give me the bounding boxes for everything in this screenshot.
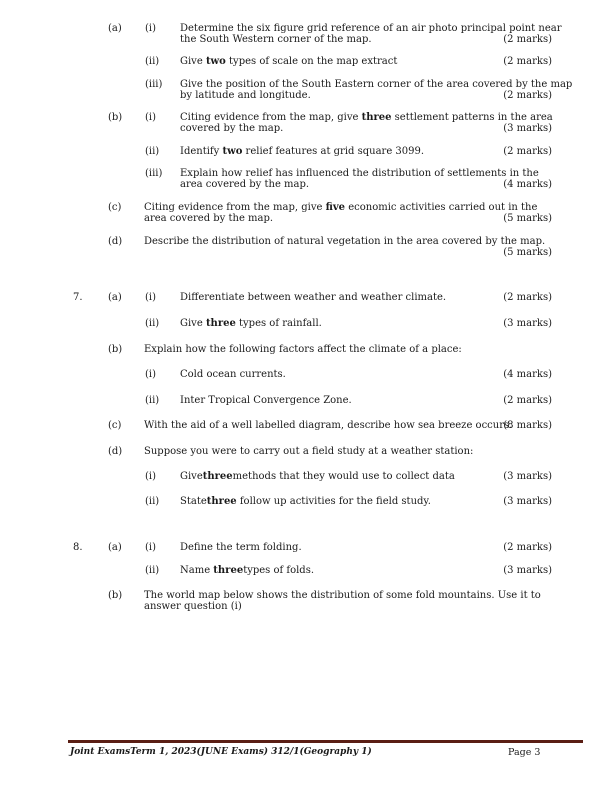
subpart-label: (iii) [145,79,163,90]
question-text: Give two types of scale on the map extract [180,56,398,67]
question-text: Suppose you were to carry out a field study at a weather station: [144,446,474,457]
part-label: (c) [108,420,122,431]
marks-label: (3 marks) [503,496,552,507]
footer-text: Joint ExamsTerm 1, 2023(JUNE Exams) 312/1(Geography 1) [70,747,372,757]
subpart-label: (ii) [145,395,160,406]
marks-label: (5 marks) [503,247,552,258]
marks-label: (3 marks) [503,471,552,482]
part-label: (d) [108,236,123,247]
part-label: (b) [108,344,123,355]
part-label: (b) [108,112,123,123]
question-text: Determine the six figure grid reference of an air photo principal point near the South Western corner of the map. [180,23,562,45]
marks-label: (2 marks) [503,146,552,157]
marks-label: (2 marks) [503,292,552,303]
marks-label: (2 marks) [503,542,552,553]
question-text: Explain how the following factors affect the climate of a place: [144,344,462,355]
question-text: Define the term folding. [180,542,302,553]
question-text: Givethreemethods that they would use to collect data [180,471,455,482]
question-text: Describe the distribution of natural vegetation in the area covered by the map. [144,236,546,247]
question-text: Give the position of the South Eastern corner of the area covered by the map by latitude and longitude. [180,79,573,101]
marks-label: (5 marks) [503,213,552,224]
subpart-label: (ii) [145,56,160,67]
question-text: With the aid of a well labelled diagram, describe how sea breeze occurs. [144,420,513,431]
marks-label: (2 marks) [503,34,552,45]
question-number: 7. [73,292,83,303]
part-label: (a) [108,23,122,34]
question-text: The world map below shows the distribution of some fold mountains. Use it to answer question (i) [144,590,541,612]
subpart-label: (i) [145,369,157,380]
marks-label: (2 marks) [503,90,552,101]
footer-rule [68,740,583,743]
question-text: Cold ocean currents. [180,369,286,380]
marks-label: (3 marks) [503,123,552,134]
subpart-label: (i) [145,112,157,123]
marks-label: (8 marks) [503,420,552,431]
subpart-label: (ii) [145,318,160,329]
subpart-label: (ii) [145,496,160,507]
subpart-label: (i) [145,471,157,482]
part-label: (b) [108,590,123,601]
question-text: Statethree follow up activities for the field study. [180,496,431,507]
question-text: Inter Tropical Convergence Zone. [180,395,352,406]
marks-label: (2 marks) [503,56,552,67]
part-label: (a) [108,292,122,303]
subpart-label: (iii) [145,168,163,179]
question-text: Citing evidence from the map, give five economic activities carried out in the area covered by the map. [144,202,538,224]
part-label: (a) [108,542,122,553]
question-text: Explain how relief has influenced the distribution of settlements in the area covered by the map. [180,168,539,190]
subpart-label: (i) [145,292,157,303]
part-label: (c) [108,202,122,213]
page-number: Page 3 [508,747,541,758]
subpart-label: (i) [145,542,157,553]
subpart-label: (i) [145,23,157,34]
question-text: Name threetypes of folds. [180,565,315,576]
marks-label: (3 marks) [503,318,552,329]
question-text: Identify two relief features at grid square 3099. [180,146,425,157]
question-text: Citing evidence from the map, give three settlement patterns in the area covered by the map. [180,112,553,134]
question-number: 8. [73,542,83,553]
marks-label: (2 marks) [503,395,552,406]
question-text: Give three types of rainfall. [180,318,322,329]
part-label: (d) [108,446,123,457]
question-text: Differentiate between weather and weather climate. [180,292,447,303]
marks-label: (3 marks) [503,565,552,576]
marks-label: (4 marks) [503,369,552,380]
subpart-label: (ii) [145,565,160,576]
marks-label: (4 marks) [503,179,552,190]
subpart-label: (ii) [145,146,160,157]
